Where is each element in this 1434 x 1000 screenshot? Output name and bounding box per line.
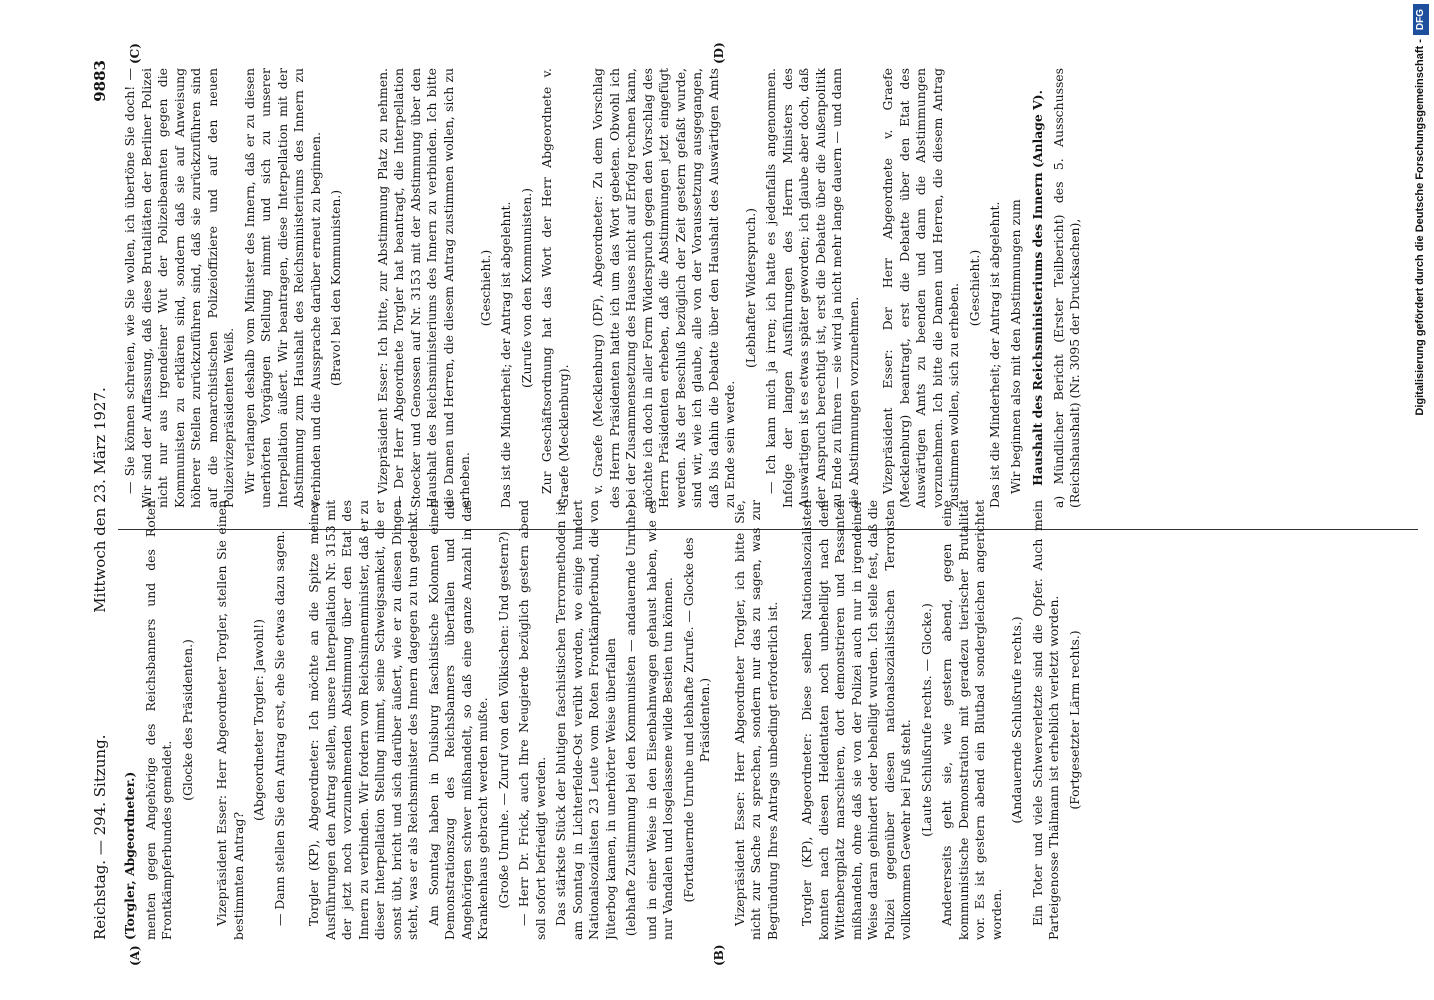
left-column xyxy=(122,500,1412,940)
agenda-item: a) Mündlicher Bericht (Erster Teilbericht) des 5. Ausschusses (Reichshaushalt) (Nr. 3095 der Drucksachen), xyxy=(1050,68,1082,508)
paragraph: Das ist die Minderheit; der Antrag ist abgelehnt. xyxy=(498,201,513,508)
paragraph: Vizepräsident Esser: Herr Abgeordneter Torgler, stellen Sie einen bestimmten Antrag? xyxy=(214,500,246,940)
paragraph: Vizepräsident Esser: Ich bitte, zur Abstimmung Platz zu nehmen. — Der Herr Abgeordnete Torgler hat beantragt, die Interpellation Stoecker und Genossen auf Nr. 3153 mit der Abstimmung über den Haushalt des Reichsministeriums des Innern zu verbinden. Ich bitte die Damen und Herren, die diesem Antrag zustimmen wollen, sich zu erheben. xyxy=(374,68,472,508)
stage-direction: (Andauernde Schlußrufe rechts.) xyxy=(1009,616,1024,824)
right-column xyxy=(122,68,1412,508)
paragraph: — Dann stellen Sie den Antrag erst, ehe Sie etwas dazu sagen. xyxy=(271,530,287,926)
paragraph: Das stärkste Stück der blutigen faschistischen Terrormethoden ist am Sonntag in Lichterfelde-Ost verübt worden, wo einige hundert Nationalsozialisten 23 Leute vom Roten Frontkämpferbund, die von Jüterbog kamen, in unerhörter Weise überfallen xyxy=(553,500,618,940)
margin-marker-d: (D) xyxy=(712,42,726,64)
paragraph: Vizepräsident Esser: Herr Abgeordneter Torgler, ich bitte Sie, nicht zur Sache zu sprechen, sondern nur das zu sagen, was zur Begründung Ihres Antrags unbedingt erforderlich ist. xyxy=(731,500,780,940)
paragraph: — Herr Dr. Frick, auch Ihre Neugierde bezüglich gestern abend soll sofort befriedigt werden. xyxy=(516,500,548,940)
paragraph: Wir verlangen deshalb vom Minister des Innern, daß er zu diesen unerhörten Vorgängen Stellung nimmt und sich zu unserer Interpellation äußert. Wir beantragen, diese Interpellation mit der Abstimmung zum Haushalt des Reichsministeriums des Innern zu verbinden und die Aussprache darüber erneut zu beginnen. xyxy=(241,68,323,508)
stage-direction: (Laute Schlußrufe rechts. — Glocke.) xyxy=(918,603,934,837)
stage-direction: (Bravo! bei den Kommunisten.) xyxy=(328,189,343,387)
paragraph: Torgler (KP), Abgeordneter: Diese selben Nationalsozialisten konnten nach diesen Heldentaten noch unbehelligt nach dem Wittenbergplatz marschieren, dort demonstrieren und Passanten mißhandeln, ohne daß sie von der Polizei auch nur in irgendeiner Weise daran gehindert oder behelligt wurden. Ich stelle fest, daß die Polizei gegenüber diesen nationalsozialistischen Terroristen vollkommen Gewehr bei Fuß steht. xyxy=(799,500,913,940)
header-left: Reichstag. — 294. Sitzung. xyxy=(91,734,109,940)
stage-direction: (Fortgesetzter Lärm rechts.) xyxy=(1066,630,1082,810)
stage-direction: (Fortdauernde Unruhe und lebhafte Zurufe. — Glocke des Präsidenten.) xyxy=(680,537,712,903)
stage-direction: (Glocke des Präsidenten.) xyxy=(179,639,195,801)
margin-marker-a: (A) xyxy=(128,945,142,966)
digitization-note xyxy=(1408,4,1432,996)
paragraph: — Ich kann mich ja irren; ich hatte es jedenfalls angenommen. Infolge der langen Ausführungen des Herrn Ministers des Auswärtigen ist es etwas später geworden; ich glaube aber doch, daß der Anspruch berechtigt ist, erst die Debatte über die Außenpolitik zu Ende zu führen — sie wird ja nicht mehr lange dauern — und dann die Abstimmungen vorzunehmen. xyxy=(763,68,861,508)
paragraph: Ein Toter und viele Schwerverletzte sind die Opfer. Auch mein Parteigenosse Thälmann ist erheblich verletzt worden. xyxy=(1029,500,1061,940)
paragraph: Wir beginnen also mit den Abstimmungen zum xyxy=(1007,199,1023,494)
paragraph: Am Sonntag haben in Duisburg faschistische Kolonnen einen Demonstrationszug des Reichsbanners überfallen und die Angehörigen schwer mißhandelt, so daß eine ganze Anzahl in das Krankenhaus gebracht werden mußte. xyxy=(425,500,490,940)
page-number: 9883 xyxy=(91,60,109,102)
paragraph: Das ist die Minderheit; der Antrag ist abgelehnt. xyxy=(987,201,1002,508)
stage-direction: (lebhafte Zustimmung bei den Kommunisten — andauernde Unruhe) xyxy=(623,503,638,937)
speaker-continuation: (Torgler, Abgeordneter.) xyxy=(122,771,137,940)
paragraph: v. Graefe (Mecklenburg) (DF), Abgeordneter: Zu dem Vorschlag des Herrn Präsidenten hatte ich um das Wort gebeten. Obwohl ich bei der Zusammensetzung des Hauses nicht auf Erfolg rechnen kann, möchte ich doch in aller Form Widerspruch gegen den Vorschlag des Herrn Präsidenten erheben, daß die Abstimmungen jetzt eingefügt werden. Als der Beschluß bezüglich der Zeit gestern gefaßt wurde, sind wir, wie ich glaube, alle von der Voraussetzung ausgegangen, daß bis dahin die Debatte über den Haushalt des Auswärtigen Amts zu Ende sein werde. xyxy=(590,68,737,508)
paragraph: Vizepräsident Esser: Der Herr Abgeordnete v. Graefe (Mecklenburg) beantragt, erst die Debatte über den Etat des Auswärtigen Amts zu beenden und dann die Abstimmungen vorzunehmen. Ich bitte die Damen und Herren, die diesem Antrag zustimmen wollen, sich zu erheben. xyxy=(880,68,961,508)
stage-direction: (Zurufe von den Kommunisten.) xyxy=(518,188,534,388)
paragraph: Zur Geschäftsordnung hat das Wort der Herr Abgeordnete v. Graefe (Mecklenburg). xyxy=(539,68,571,508)
header-date: Mittwoch den 23. März 1927. xyxy=(91,387,109,613)
paragraph: Torgler (KP), Abgeordneter: Ich möchte an die Spitze meiner Ausführungen den Antrag stellen, unsere Interpellation Nr. 3153 mit der jetzt noch vorzunehmenden Abstimmung über den Etat des Innern zu verbinden. Wir fordern vom Reichsinnenminister, daß er zu dieser Interpellation Stellung nimmt, seine Schweigsamkeit, die er sonst übt, bricht und sich darüber äußert, wie er zu diesen Dingen steht, was er als Reichsminister des Innern dagegen zu tun gedenkt. xyxy=(306,500,420,940)
margin-marker-c: (C) xyxy=(128,43,142,64)
section-heading: Haushalt des Reichsministeriums des Innern (Anlage V). xyxy=(1030,90,1045,486)
paragraph: Andererseits geht sie, wie gestern abend, gegen eine kommunistische Demonstration mit geradezu tierischer Brutalität vor. Es ist gestern abend ein Blutbad sondergleichen angerichtet worden. xyxy=(939,500,1004,940)
dfg-logo: DFG xyxy=(1413,4,1429,35)
paragraph: und in einer Weise in den Eisenbahnwagen gehaust haben, wie es nur Vandalen und losgelassene wilde Bestien tun können. xyxy=(643,500,675,940)
stage-direction: (Geschieht.) xyxy=(477,249,493,327)
stage-direction: (Große Unruhe. — Zuruf von den Völkischen: Und gestern?) xyxy=(495,531,511,909)
page-header xyxy=(88,60,112,940)
stage-direction: (Abgeordneter Torgler: Jawohl!) xyxy=(251,619,266,821)
paragraph: — Sie können schreien, wie Sie wollen, ich übertöne Sie doch! — Wir sind der Auffassung, daß diese Brutalitäten der Berliner Polizei nicht nur aus irgendeiner Wut der Polizeibeamten gegen die Kommunisten zu erklären sind, sondern daß sie auf Anweisung höherer Stellen zurückzuführen sind, daß sie zurückzuführen sind auf die monarchistischen Polizeioffiziere und auf den neuen Polizeivizepräsidenten Weiß. xyxy=(122,68,236,508)
paragraph: menten gegen Angehörige des Reichsbanners und des Roten Frontkämpferbundes gemeldet. xyxy=(142,500,174,940)
margin-marker-b: (B) xyxy=(712,944,726,966)
stage-direction: (Lebhafter Widerspruch.) xyxy=(742,208,758,369)
digitization-text: Digitalisierung gefördert durch die Deutsche Forschungsgemeinschaft - xyxy=(1414,39,1426,416)
stage-direction: (Geschieht.) xyxy=(966,249,982,327)
